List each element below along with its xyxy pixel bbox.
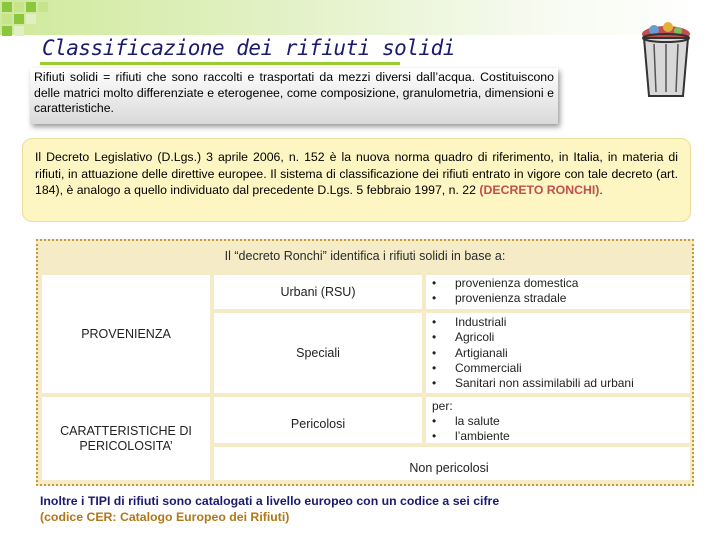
decree-highlight: (DECRETO RONCHI): [479, 183, 600, 197]
table-header: Il “decreto Ronchi” identifica i rifiuti solidi in base a:: [224, 249, 506, 263]
list-item: • la salute: [432, 414, 510, 429]
definition-box: Rifiuti solidi = rifiuti che sono raccolti e trasportati da mezzi diversi dall’acqua. Costituiscono delle matrici molto differenziate e eterogenee, come composizione, granulometria, dimensioni e caratteristiche.: [30, 68, 558, 124]
pericolosi-items: [432, 414, 510, 445]
list-item: • Artigianali: [432, 346, 634, 361]
decree-box: [22, 138, 691, 222]
list-item: • l’ambiente: [432, 429, 510, 444]
footer-note: [40, 493, 499, 525]
list-item: • Sanitari non assimilabili ad urbani: [432, 376, 634, 391]
list-item: • provenienza stradale: [432, 291, 578, 306]
pericolosi-intro: per:: [432, 399, 453, 413]
page-title: Classificazione dei rifiuti solidi: [42, 36, 455, 60]
decree-end: .: [599, 183, 603, 197]
list-item: • Commerciali: [432, 361, 634, 376]
title-underline: [40, 62, 400, 65]
rsu-items: [432, 276, 578, 307]
provenienza-label: PROVENIENZA: [81, 327, 171, 341]
pericolosi-label: Pericolosi: [290, 417, 346, 431]
list-item: • Agricoli: [432, 330, 634, 345]
classification-table: [36, 239, 694, 486]
pericolosita-label: CARATTERISTICHE DI PERICOLOSITA’: [60, 424, 192, 453]
decree-text: Il Decreto Legislativo (D.Lgs.) 3 aprile 2006, n. 152 è la nuova norma quadro di riferimento, in Italia, in materia di rifiuti, in attuazione delle direttive europee. Il sistema di classificazione dei rifiuti entrato in vigore con tale decreto (art. 184), è analogo a quello individuato dal precedente D.Lgs. 5 febbraio 1997, n. 22: [35, 150, 678, 197]
speciali-label: Speciali: [296, 346, 340, 360]
speciali-items: [432, 315, 634, 391]
list-item: • provenienza domestica: [432, 276, 578, 291]
trash-can-icon: [636, 16, 696, 101]
non-pericolosi-label: Non pericolosi: [409, 461, 489, 475]
rsu-label: Urbani (RSU): [280, 285, 356, 299]
footer-line-1: Inoltre i TIPI di rifiuti sono catalogati a livello europeo con un codice a sei cifre: [40, 494, 500, 508]
list-item: • Industriali: [432, 315, 634, 330]
footer-line-2: (codice CER: Catalogo Europeo dei Rifiuti): [40, 510, 290, 524]
header-gradient-bar: [0, 0, 700, 35]
